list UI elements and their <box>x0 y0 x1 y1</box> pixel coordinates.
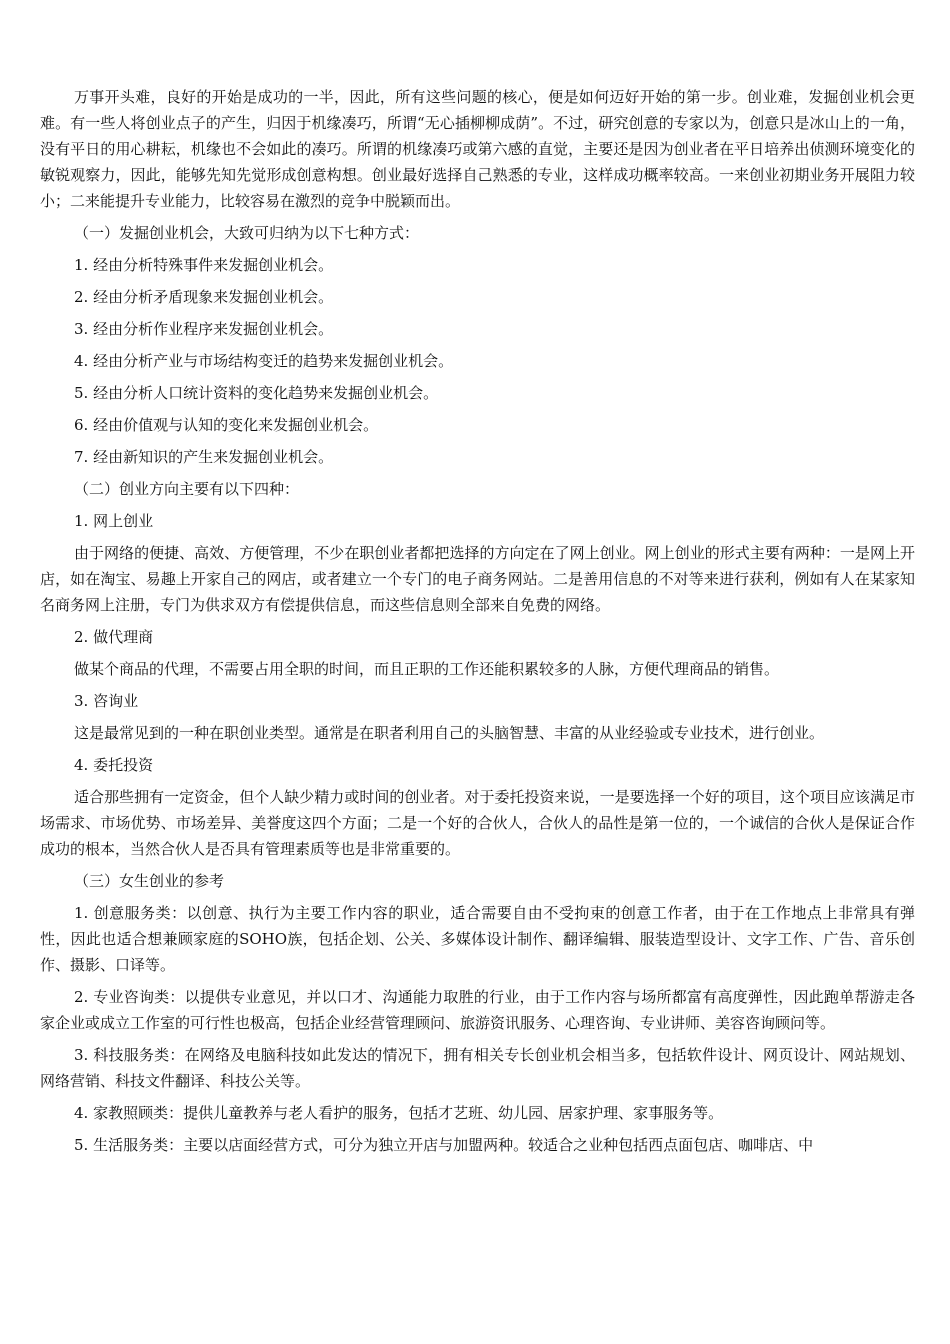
list-item: 2. 经由分析矛盾现象来发掘创业机会。 <box>74 288 334 306</box>
list-item: 5. 经由分析人口统计资料的变化趋势来发掘创业机会。 <box>74 384 439 402</box>
list-item: 3. 经由分析作业程序来发掘创业机会。 <box>74 320 334 338</box>
women-category-item: 4. 家教照顾类：提供儿童教养与老人看护的服务，包括才艺班、幼儿园、居家护理、家事服务等。 <box>74 1104 724 1122</box>
direction-body: 这是最常见到的一种在职创业类型。通常是在职者利用自己的头脑智慧、丰富的从业经验或专业技术，进行创业。 <box>74 724 825 742</box>
section-heading-opportunities: （一）发掘创业机会，大致可归纳为以下七种方式： <box>74 224 420 242</box>
list-item: 4. 经由分析产业与市场结构变迁的趋势来发掘创业机会。 <box>74 352 454 370</box>
women-category-item: 3. 科技服务类：在网络及电脑科技如此发达的情况下，拥有相关专长创业机会相当多，包括软件设计、网页设计、网站规划、网络营销、科技文件翻译、科技公关等。 <box>40 1046 915 1090</box>
direction-title: 3. 咨询业 <box>74 692 139 710</box>
women-category-item: 1. 创意服务类：以创意、执行为主要工作内容的职业，适合需要自由不受拘束的创意工作者，由于在工作地点上非常具有弹性，因此也适合想兼顾家庭的SOHO族，包括企划、公关、多媒体设计制作、翻译编辑、服装造型设计、文字工作、广告、音乐创作、摄影、口译等。 <box>40 904 915 974</box>
section-heading-women: （三）女生创业的参考 <box>74 872 225 890</box>
section-heading-directions: （二）创业方向主要有以下四种： <box>74 480 300 498</box>
intro-paragraph: 万事开头难，良好的开始是成功的一半，因此，所有这些问题的核心，便是如何迈好开始的第一步。创业难，发掘创业机会更难。有一些人将创业点子的产生，归因于机缘凑巧，所谓“无心插柳柳成荫”。不过，研究创意的专家以为，创意只是冰山上的一角，没有平日的用心耕耘，机缘也不会如此的凑巧。所谓的机缘凑巧或第六感的直觉，主要还是因为创业者在平日培养出侦测环境变化的敏锐观察力，因此，能够先知先觉形成创意构想。创业最好选择自己熟悉的专业，这样成功概率较高。一来创业初期业务开展阻力较小；二来能提升专业能力，比较容易在激烈的竞争中脱颖而出。 <box>40 88 915 210</box>
direction-title: 1. 网上创业 <box>74 512 154 530</box>
women-category-item: 2. 专业咨询类：以提供专业意见，并以口才、沟通能力取胜的行业，由于工作内容与场所都富有高度弹性，因此跑单帮游走各家企业或成立工作室的可行性也极高，包括企业经营管理顾问、旅游资讯服务、心理咨询、专业讲师、美容咨询顾问等。 <box>40 988 915 1032</box>
direction-title: 4. 委托投资 <box>74 756 154 774</box>
list-item: 6. 经由价值观与认知的变化来发掘创业机会。 <box>74 416 379 434</box>
direction-title: 2. 做代理商 <box>74 628 154 646</box>
list-item: 1. 经由分析特殊事件来发掘创业机会。 <box>74 256 334 274</box>
document-page <box>40 84 915 1164</box>
direction-body: 适合那些拥有一定资金，但个人缺少精力或时间的创业者。对于委托投资来说，一是要选择一个好的项目，这个项目应该满足市场需求、市场优势、市场差异、美誉度这四个方面；二是一个好的合伙人，合伙人的品性是第一位的，一个诚信的合伙人是保证合作成功的根本，当然合伙人是否具有管理素质等也是非常重要的。 <box>40 788 915 858</box>
direction-body: 做某个商品的代理，不需要占用全职的时间，而且正职的工作还能积累较多的人脉，方便代理商品的销售。 <box>74 660 780 678</box>
list-item: 7. 经由新知识的产生来发掘创业机会。 <box>74 448 334 466</box>
women-category-item: 5. 生活服务类：主要以店面经营方式，可分为独立开店与加盟两种。较适合之业种包括西点面包店、咖啡店、中 <box>74 1136 814 1154</box>
direction-body: 由于网络的便捷、高效、方便管理，不少在职创业者都把选择的方向定在了网上创业。网上创业的形式主要有两种：一是网上开店，如在淘宝、易趣上开家自己的网店，或者建立一个专门的电子商务网站。二是善用信息的不对等来进行获利，例如有人在某家知名商务网上注册，专门为供求双方有偿提供信息，而这些信息则全部来自免费的网络。 <box>40 544 915 614</box>
